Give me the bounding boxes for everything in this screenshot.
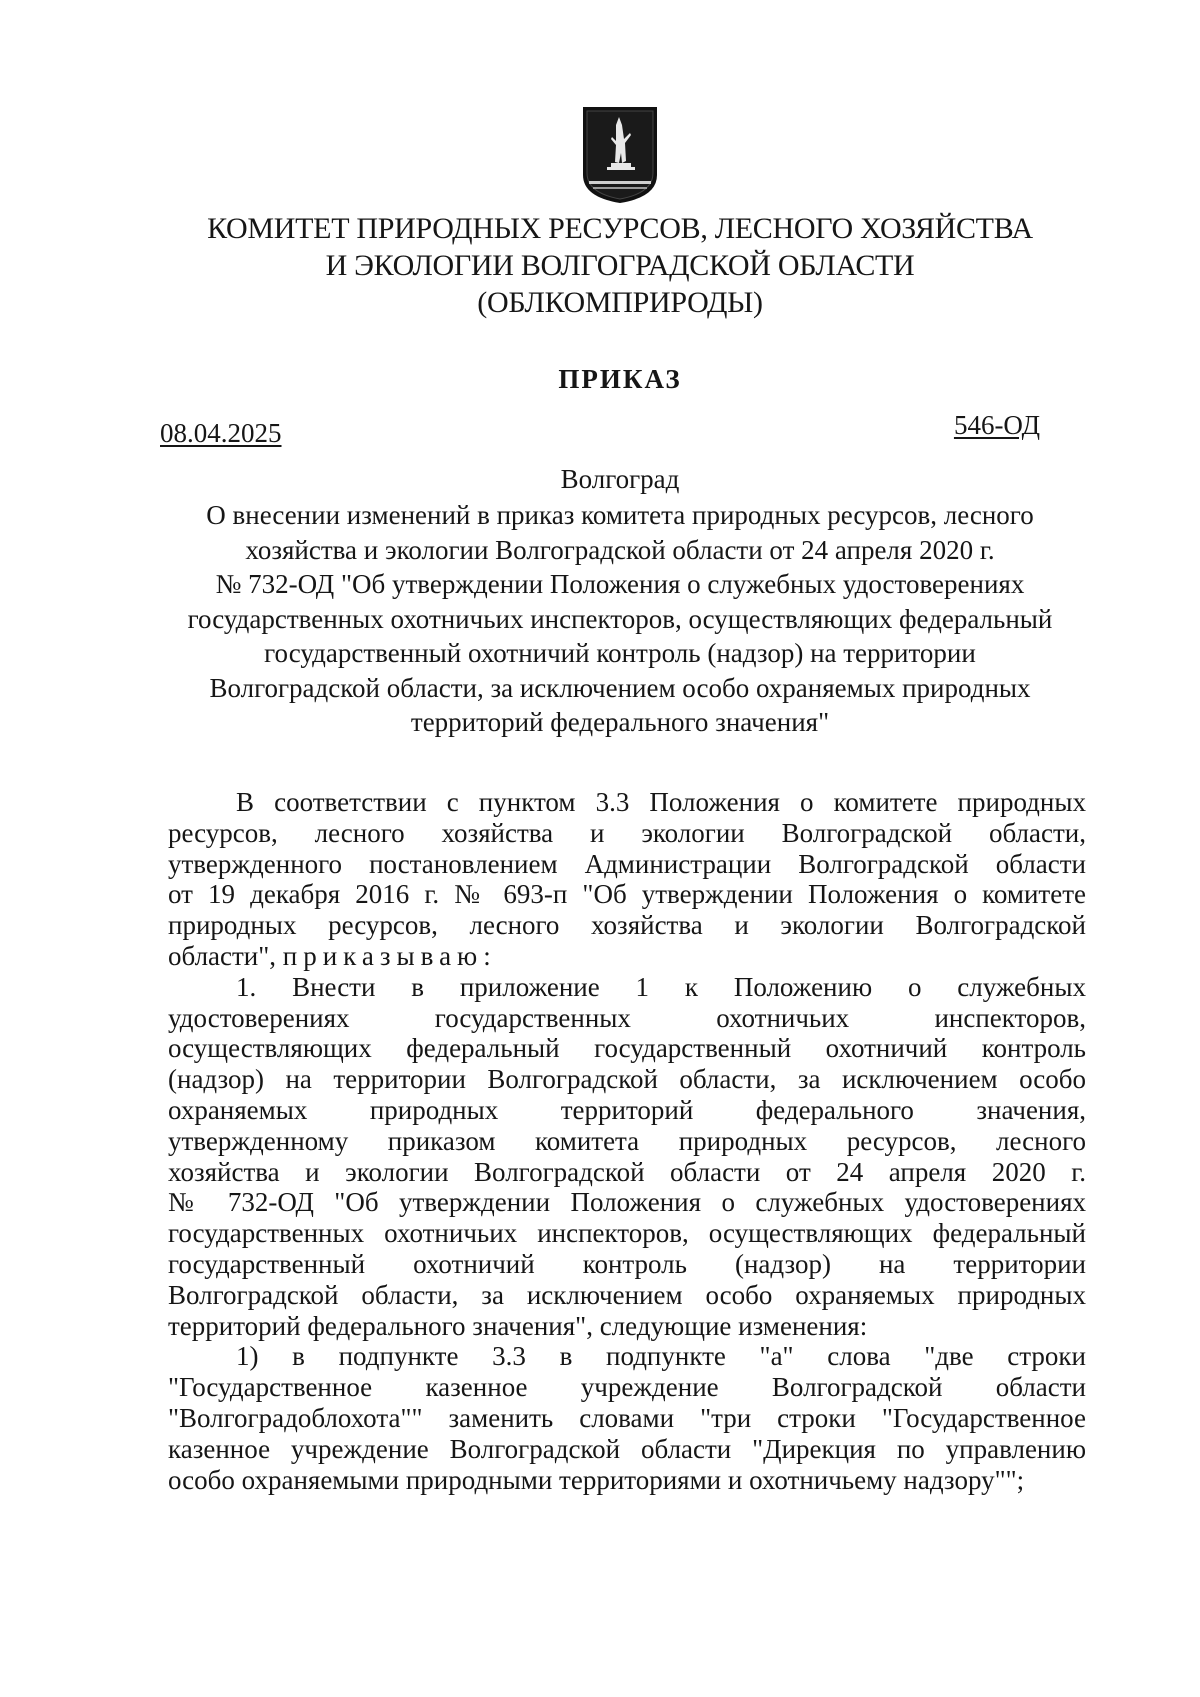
document-body	[168, 787, 1086, 1495]
order-subject	[150, 498, 1090, 740]
order-verb: приказываю:	[282, 940, 497, 971]
body-line: удостоверениях государственных охотничьих инспекторов,	[168, 1002, 1086, 1033]
body-line: государственных охотничьих инспекторов, осуществляющих федеральный	[168, 1218, 1086, 1249]
subject-line: территорий федерального значения"	[410, 707, 830, 737]
subject-line: О внесении изменений в приказ комитета природных ресурсов, лесного	[206, 500, 1034, 530]
body-line: природных ресурсов, лесного хозяйства и экологии Волгоградской	[168, 910, 1086, 941]
body-line: "Волгоградоблохота"" заменить словами "три строки "Государственное	[168, 1402, 1086, 1433]
coat-of-arms-icon	[581, 105, 659, 205]
organization-name-line: И ЭКОЛОГИИ ВОЛГОГРАДСКОЙ ОБЛАСТИ	[325, 249, 915, 282]
item-1-paragraph	[168, 972, 1086, 1342]
subject-line: Волгоградской области, за исключением особо охраняемых природных	[209, 672, 1031, 703]
body-line: (надзор) на территории Волгоградской области, за исключением особо	[168, 1064, 1086, 1095]
subject-line: № 732-ОД "Об утверждении Положения о служебных удостоверениях	[215, 569, 1025, 599]
body-line: особо охраняемыми природными территориями и охотничьему надзору"";	[168, 1464, 1025, 1495]
body-line: утвержденного постановлением Администрации Волгоградской области	[168, 848, 1086, 879]
body-line	[168, 941, 1086, 972]
organization-name	[150, 210, 1090, 321]
subitem-1-paragraph	[168, 1341, 1086, 1495]
subject-line: государственный охотничий контроль (надзор) на территории	[264, 638, 976, 668]
body-line: утвержденному приказом комитета природных ресурсов, лесного	[168, 1125, 1086, 1156]
body-line: охраняемых природных территорий федерального значения,	[168, 1094, 1086, 1125]
body-line: казенное учреждение Волгоградской области "Дирекция по управлению	[168, 1433, 1086, 1464]
body-line: В соответствии с пунктом 3.3 Положения о комитете природных	[236, 787, 1086, 817]
body-line: осуществляющих федеральный государственный охотничий контроль	[168, 1033, 1086, 1064]
body-line: территорий федерального значения", следующие изменения:	[168, 1310, 868, 1341]
body-line: 1. Внести в приложение 1 к Положению о служебных	[236, 971, 1086, 1002]
body-line-start: области",	[168, 940, 283, 971]
body-line: ресурсов, лесного хозяйства и экологии Волгоградской области,	[168, 817, 1086, 848]
document-title: ПРИКАЗ	[558, 364, 682, 394]
subject-line: хозяйства и экологии Волгоградской области от 24 апреля 2020 г.	[245, 534, 995, 565]
body-line: Волгоградской области, за исключением особо охраняемых природных	[168, 1279, 1086, 1310]
body-line: № 732-ОД "Об утверждении Положения о служебных удостоверениях	[168, 1187, 1086, 1218]
city-name: Волгоград	[560, 464, 680, 494]
order-date: 08.04.2025	[160, 418, 282, 448]
body-line: хозяйства и экологии Волгоградской области от 24 апреля 2020 г.	[168, 1156, 1086, 1187]
body-line: 1) в подпункте 3.3 в подпункте "а" слова "две строки	[236, 1341, 1086, 1372]
body-line: "Государственное казенное учреждение Волгоградской области	[168, 1372, 1086, 1403]
organization-abbreviation: (ОБЛКОМПРИРОДЫ)	[477, 286, 763, 319]
order-number: 546-ОД	[953, 410, 1040, 440]
body-line: от 19 декабря 2016 г. № 693-п "Об утверждении Положения о комитете	[168, 879, 1086, 910]
preamble-paragraph	[168, 787, 1086, 972]
body-line: государственный охотничий контроль (надзор) на территории	[168, 1248, 1086, 1279]
subject-line: государственных охотничьих инспекторов, осуществляющих федеральный	[187, 603, 1053, 634]
organization-name-line: КОМИТЕТ ПРИРОДНЫХ РЕСУРСОВ, ЛЕСНОГО ХОЗЯЙСТВА	[207, 212, 1033, 245]
